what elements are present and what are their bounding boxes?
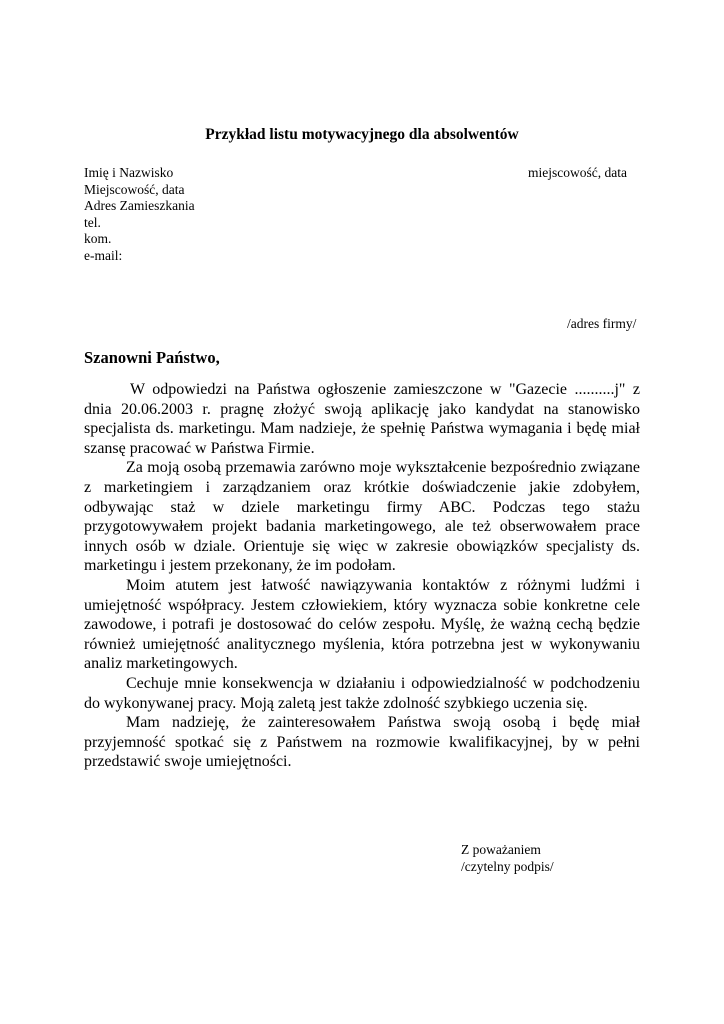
- sender-block: [84, 165, 195, 265]
- sender-city-date: Miejscowość, data: [84, 181, 185, 197]
- place-date: miejscowość, data: [528, 165, 627, 180]
- closing-block: [461, 842, 554, 875]
- sender-name: Imię i Nazwisko: [84, 165, 174, 180]
- sender-email: e-mail:: [84, 247, 123, 263]
- paragraph: Moim atutem jest łatwość nawiązywania kontaktów z różnymi ludźmi i umiejętność współpracy. Jestem człowiekiem, który wyznacza sobie konkretne cele zawodowe, i potrafi je dostosować do celów zespołu. Myślę, że ważną cechą będzie również umiejętność analitycznego myślenia, która potrzebna jest w wykonywaniu analiz marketingowych.: [84, 576, 640, 673]
- document-title: Przykład listu motywacyjnego dla absolwentów: [205, 126, 519, 143]
- sender-tel: tel.: [84, 214, 101, 230]
- paragraph: Za moją osobą przemawia zarówno moje wykształcenie bezpośrednio związane z marketingiem i zarządzaniem oraz krótkie doświadczenie jakie zdobyłem, odbywając staż w dziele marketingu firmy ABC. Podczas tego stażu przygotowywałem projekt badania marketingowego, ale też obserwowałem prace innych osób w dziale. Orientuje się więc w zakresie obowiązków specjalisty ds. marketingu i jestem przekonany, że im podołam.: [84, 459, 640, 575]
- letter-body: [84, 380, 640, 772]
- closing-regards: Z poważaniem: [461, 842, 541, 857]
- signature-placeholder: /czytelny podpis/: [461, 858, 554, 874]
- sender-address: Adres Zamieszkania: [84, 198, 195, 214]
- paragraph: W odpowiedzi na Państwa ogłoszenie zamieszczone w "Gazecie ..........j" z dnia 20.06.2003 r. pragnę złożyć swoją aplikację jako kandydat na stanowisko specjalista ds. marketingu. Mam nadzieje, że spełnię Państwa wymagania i będę miał szansę pracować w Państwa Firmie.: [84, 381, 640, 457]
- company-address: /adres firmy/: [567, 316, 637, 331]
- paragraph: Mam nadzieję, że zainteresowałem Państwa swoją osobą i będę miał przyjemność spotkać się z Państwem na rozmowie kwalifikacyjnej, by w pełni przedstawić swoje umiejętności.: [84, 714, 640, 771]
- paragraph: Cechuje mnie konsekwencja w działaniu i odpowiedzialność w podchodzeniu do wykonywanej pracy. Moją zaletą jest także zdolność szybkiego uczenia się.: [84, 674, 640, 712]
- sender-kom: kom.: [84, 231, 112, 247]
- greeting: Szanowni Państwo,: [84, 348, 220, 367]
